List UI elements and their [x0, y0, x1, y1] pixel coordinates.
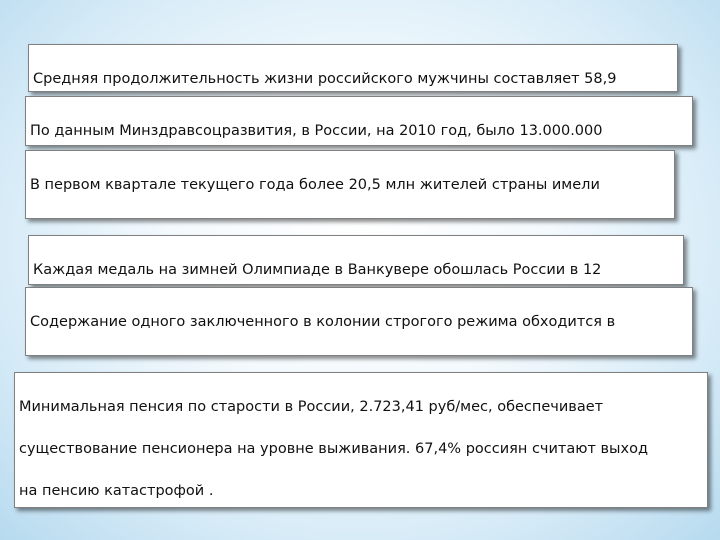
fact-box-disabled-persons — [25, 96, 693, 146]
fact-text-line: существование пенсионера на уровне выживания. 67,4% россиян считают выход — [19, 441, 648, 457]
fact-box-olympic-medal — [28, 235, 684, 285]
fact-text-line: на пенсию катастрофой . — [19, 483, 214, 499]
fact-box-poverty — [25, 150, 675, 219]
fact-box-prisoner-cost — [25, 287, 693, 356]
fact-text-line: Минимальная пенсия по старости в России, 2.723,41 руб/мес, обеспечивает — [19, 399, 604, 415]
fact-text-line — [30, 354, 686, 356]
fact-text-line: По данным Минздравсоцразвития, в России, на 2010 год, было 13.000.000 — [30, 123, 603, 139]
fact-box-pensions — [14, 372, 708, 508]
fact-text-line: Средняя продолжительность жизни российского мужчины составляет 58,9 — [33, 71, 617, 87]
fact-text-line: Содержание одного заключенного в колонии строгого режима обходится в — [30, 314, 616, 330]
fact-text-line: Каждая медаль на зимней Олимпиаде в Ванкувере обошлась России в 12 — [33, 262, 602, 278]
fact-text-line — [30, 217, 668, 219]
fact-text-line: В первом квартале текущего года более 20,5 млн жителей страны имели — [30, 177, 600, 193]
fact-box-life-expectancy — [28, 44, 678, 92]
